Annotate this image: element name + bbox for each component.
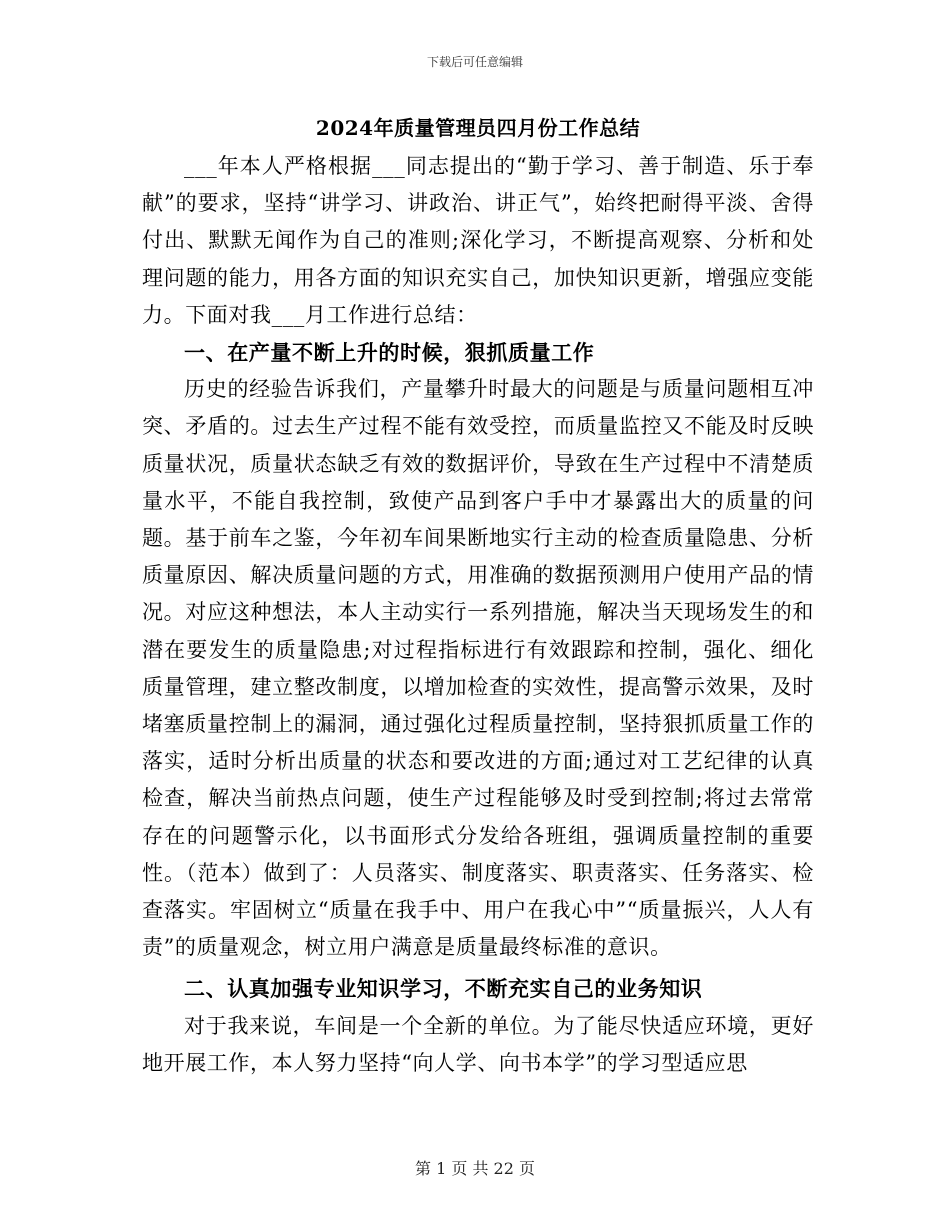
section-1-heading: 一、在产量不断上升的时候，狠抓质量工作 — [184, 340, 595, 366]
section-2-heading: 二、认真加强专业知识学习，不断充实自己的业务知识 — [184, 976, 703, 1002]
intro-paragraph: ___年本人严格根据___同志提出的“勤于学习、善于制造、乐于奉献”的要求，坚持“讲学习、讲政治、讲正气”，始终把耐得平淡、舍得付出、默默无闻作为自己的准则;深化学习，不断提高观察、分析和处理问题的能力，用各方面的知识充实自己，加快知识更新，增强应变能力。下面对我___月工作进行总结： — [142, 154, 814, 327]
document-body — [142, 112, 814, 1082]
document-title: 2024年质量管理员四月份工作总结 — [315, 116, 641, 140]
page-header-note: 下载后可任意编辑 — [426, 55, 523, 69]
section-2-paragraph: 对于我来说，车间是一个全新的单位。为了能尽快适应环境，更好地开展工作，本人努力坚持“向人学、向书本学”的学习型适应思 — [142, 1013, 814, 1075]
section-1-paragraph: 历史的经验告诉我们，产量攀升时最大的问题是与质量问题相互冲突、矛盾的。过去生产过程不能有效受控，而质量监控又不能及时反映质量状况，质量状态缺乏有效的数据评价，导致在生产过程中不清楚质量水平，不能自我控制，致使产品到客户手中才暴露出大的质量的问题。基于前车之鉴，今年初车间果断地实行主动的检查质量隐患、分析质量原因、解决质量问题的方式，用准确的数据预测用户使用产品的情况。对应这种想法，本人主动实行一系列措施，解决当天现场发生的和潜在要发生的质量隐患;对过程指标进行有效跟踪和控制，强化、细化质量管理，建立整改制度，以增加检查的实效性，提高警示效果，及时堵塞质量控制上的漏洞，通过强化过程质量控制，坚持狠抓质量工作的落实，适时分析出质量的状态和要改进的方面;通过对工艺纪律的认真检查，解决当前热点问题，使生产过程能够及时受到控制;将过去常常存在的问题警示化，以书面形式分发给各班组，强调质量控制的重要性。（范本）做到了：人员落实、制度落实、职责落实、任务落实、检查落实。牢固树立“质量在我手中、用户在我心中”“质量振兴，人人有责”的质量观念，树立用户满意是质量最终标准的意识。 — [142, 377, 814, 960]
page-number-footer: 第 1 页 共 22 页 — [415, 1159, 535, 1178]
